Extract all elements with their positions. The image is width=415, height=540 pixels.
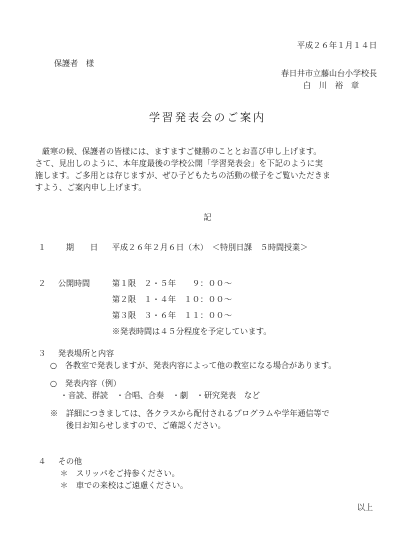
- sender-name: 白 川 裕 章: [303, 81, 359, 90]
- other-note: ＊ 車での来校はご遠慮ください。: [60, 481, 188, 490]
- detail-note-line-1: ※ 詳細につきましては、各クラスから配付されるプログラムや学年通信等で: [50, 409, 330, 418]
- document-title: 学習発表会のご案内: [149, 111, 266, 124]
- item1-value: 平成２６年２月６日（木） ＜特別日課 ５時間授業＞: [112, 243, 308, 252]
- item1-label: 期 日: [66, 243, 98, 252]
- body-line-1: 厳寒の候、保護者の皆様には、ますますご健勝のこととお喜び申し上げます。: [42, 147, 322, 156]
- item3-label: 発表場所と内容: [58, 349, 114, 358]
- body-line-2: さて、見出しのように、本年度最後の学校公開「学習発表会」を下記のように実: [35, 159, 323, 168]
- item4-number: ４: [38, 457, 46, 466]
- schedule-note: ※発表時間は４５分程度を予定しています。: [112, 327, 272, 336]
- schedule-row: 第１限 ２・５年 ９：００〜: [112, 279, 232, 288]
- item4-label: その他: [58, 457, 82, 466]
- schedule-row: 第２限 １・４年 １０：００〜: [112, 295, 232, 304]
- item2-number: ２: [38, 279, 46, 288]
- ki-marker: 記: [203, 213, 212, 222]
- other-note: ＊ スリッパをご持参ください。: [60, 469, 180, 478]
- detail-note-line-2: 後日お知らせしますので、ご確認ください。: [66, 421, 226, 430]
- item3-number: ３: [38, 349, 46, 358]
- content-label: ○ 発表内容（例）: [50, 379, 121, 388]
- item2-label: 公開時間: [58, 279, 90, 288]
- sender-school: 春日井市立藤山台小学校長: [281, 69, 377, 78]
- item1-number: １: [38, 243, 46, 252]
- closing-mark: 以上: [357, 503, 373, 512]
- document-date: 平成２６年１月１４日: [297, 41, 377, 50]
- content-list: ・音読、群読 ・合唱、合奏 ・劇 ・研究発表 など: [60, 391, 260, 400]
- place-note: ○ 各教室で発表しますが、発表内容によって他の教室になる場合があります。: [50, 361, 337, 370]
- body-line-4: すよう、ご案内申し上げます。: [35, 183, 147, 192]
- recipient: 保護者 様: [54, 59, 94, 68]
- body-line-3: 施します。ご多用とは存じますが、ぜひ子どもたちの活動の様子をご覧いただきま: [35, 171, 331, 180]
- schedule-row: 第３限 ３・６年 １１：００〜: [112, 311, 232, 320]
